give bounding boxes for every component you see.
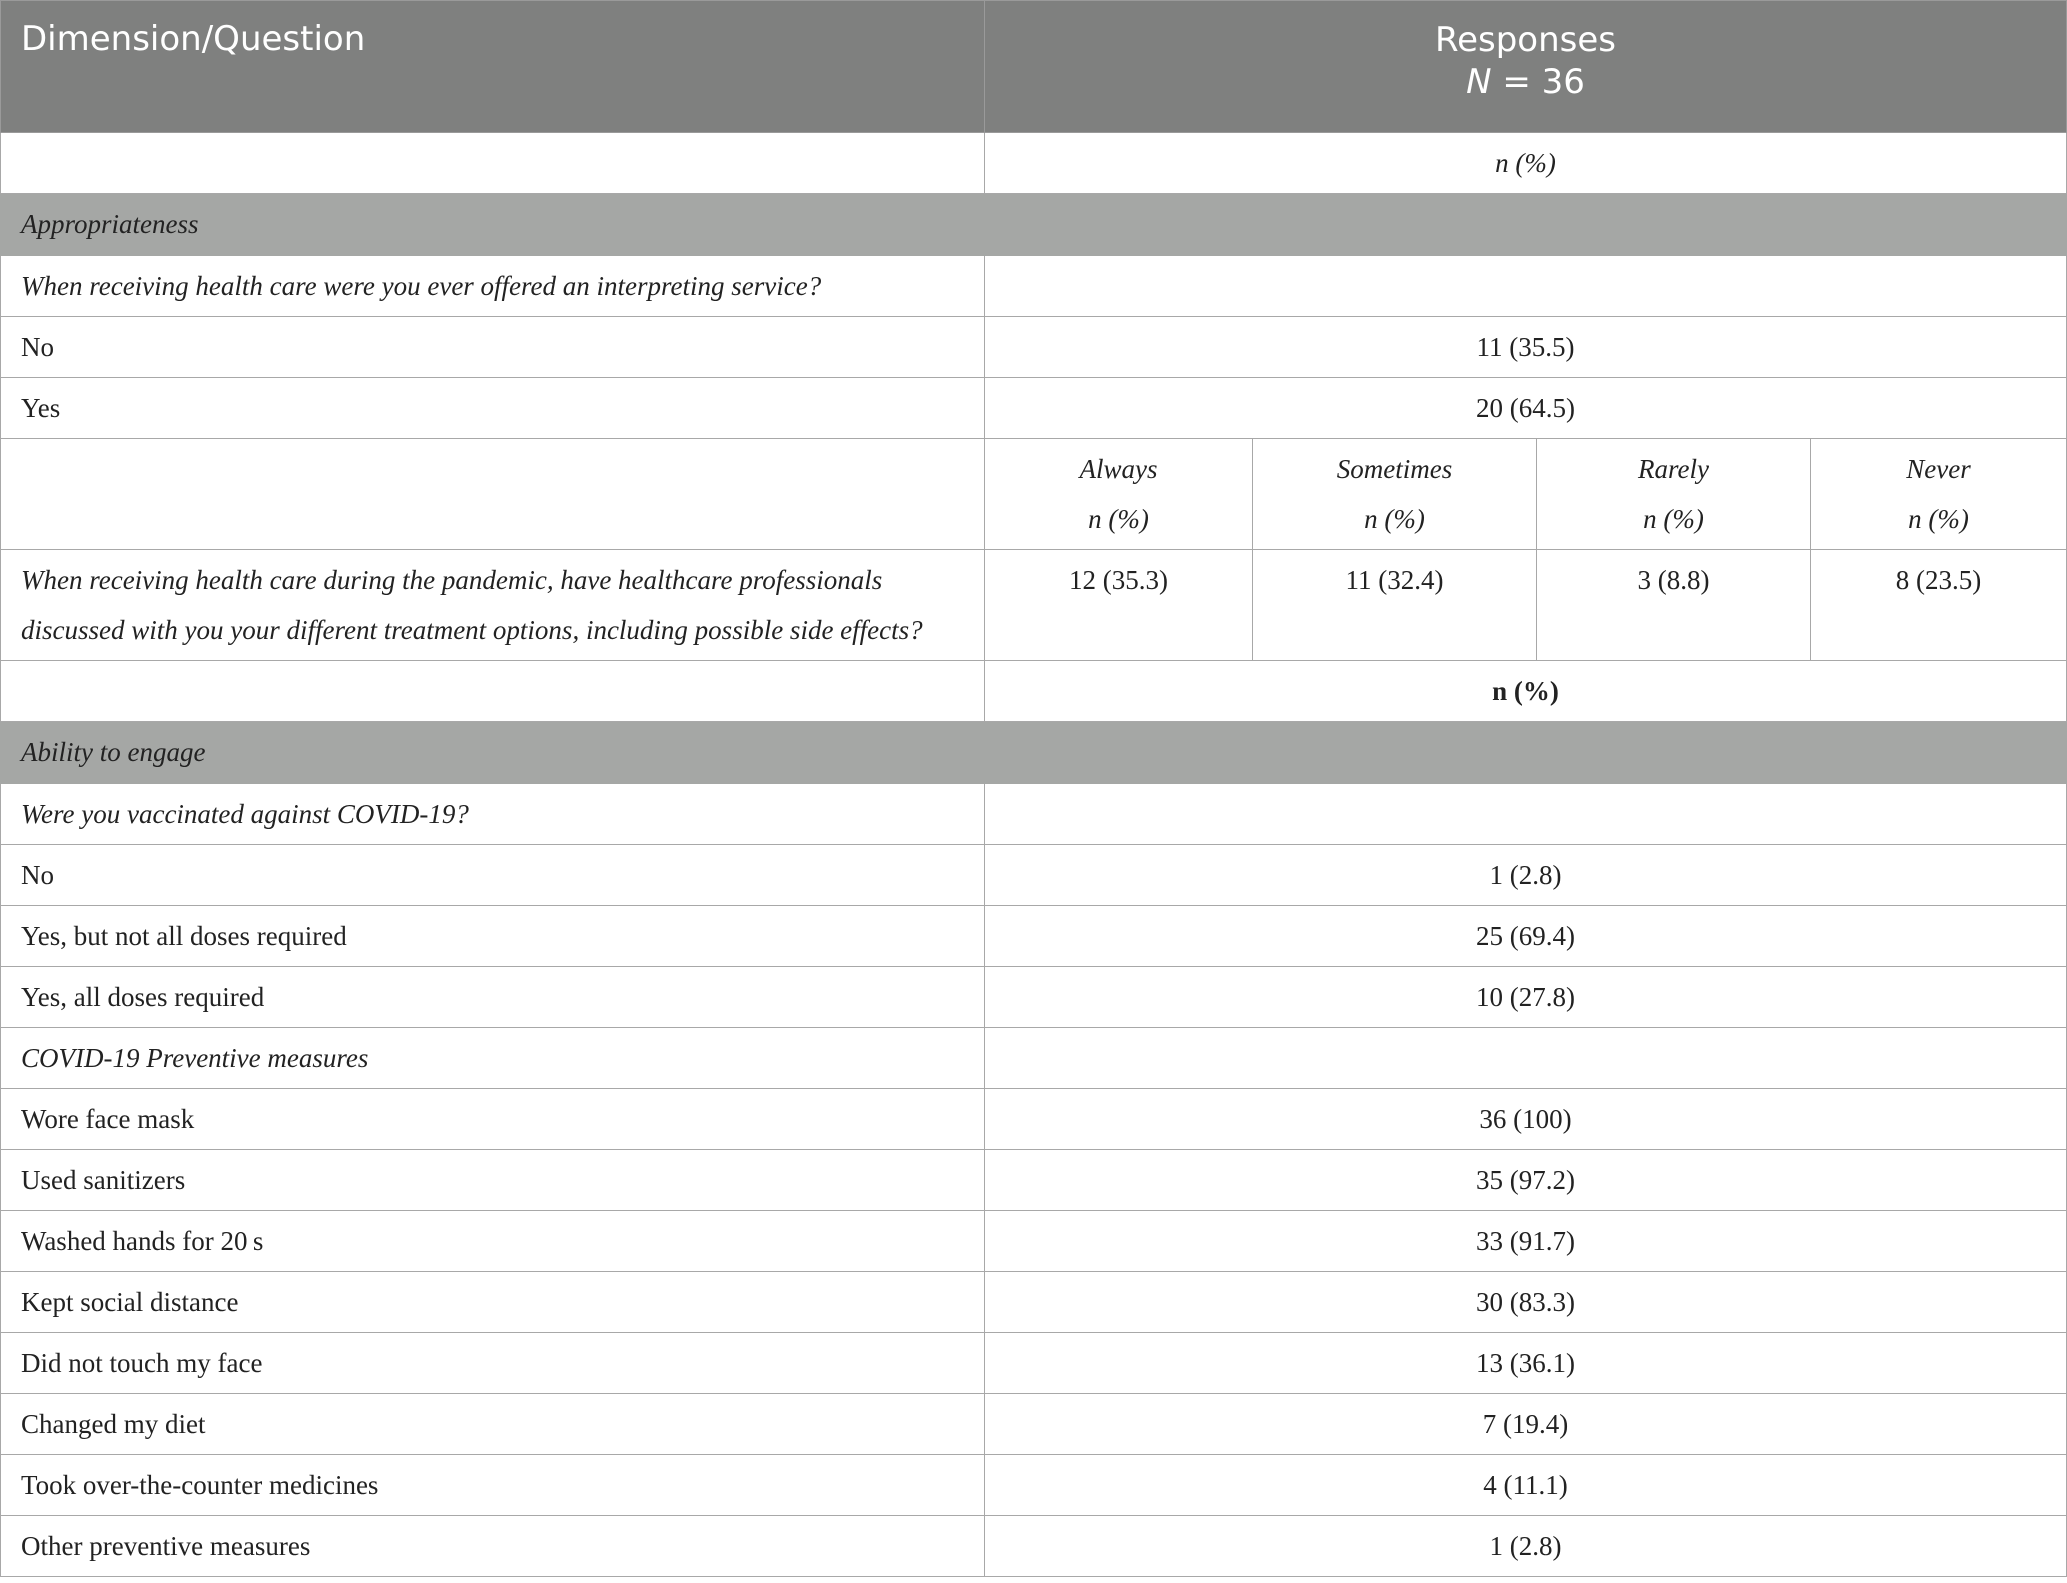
row-value: 20 (64.5) — [985, 378, 2067, 439]
row-value: 10 (27.8) — [985, 967, 2067, 1028]
section-title-ability: Ability to engage — [1, 722, 2067, 784]
frequency-column-rarely — [1537, 439, 1811, 550]
table-row — [1, 1089, 2067, 1150]
header-responses — [985, 1, 2067, 133]
section-title-appropriateness: Appropriateness — [1, 194, 2067, 256]
row-value: 33 (91.7) — [985, 1211, 2067, 1272]
value-never: 8 (23.5) — [1811, 550, 2067, 661]
table-row — [1, 378, 2067, 439]
subheader-unit: n (%) — [985, 133, 2067, 194]
row-label: Other preventive measures — [1, 1516, 985, 1577]
frequency-label: Always — [1079, 454, 1158, 484]
table-row — [1, 317, 2067, 378]
value-sometimes: 11 (32.4) — [1253, 550, 1537, 661]
frequency-unit: n (%) — [1364, 504, 1425, 534]
row-label: Washed hands for 20 s — [1, 1211, 985, 1272]
row-value: 1 (2.8) — [985, 1516, 2067, 1577]
question-preventive: COVID-19 Preventive measures — [1, 1028, 985, 1089]
frequency-label: Sometimes — [1336, 454, 1453, 484]
section-row-appropriateness — [1, 194, 2067, 256]
subheader-row — [1, 133, 2067, 194]
question-empty-cell — [985, 784, 2067, 845]
row-value: 11 (35.5) — [985, 317, 2067, 378]
subheader-unit-bold: n (%) — [985, 661, 2067, 722]
table-row — [1, 906, 2067, 967]
section-row-ability — [1, 722, 2067, 784]
frequency-header-row — [1, 439, 2067, 550]
row-label: Did not touch my face — [1, 1333, 985, 1394]
row-value: 4 (11.1) — [985, 1455, 2067, 1516]
row-label: Used sanitizers — [1, 1150, 985, 1211]
row-value: 13 (36.1) — [985, 1333, 2067, 1394]
question-interpreting: When receiving health care were you ever offered an interpreting service? — [1, 256, 985, 317]
table-row — [1, 1394, 2067, 1455]
row-label: Yes, but not all doses required — [1, 906, 985, 967]
row-value: 30 (83.3) — [985, 1272, 2067, 1333]
table-row — [1, 1211, 2067, 1272]
table-row — [1, 1516, 2067, 1577]
frequency-column-always — [985, 439, 1253, 550]
subheader-empty — [1, 133, 985, 194]
question-treatment-options — [1, 550, 985, 661]
row-label: Yes, all doses required — [1, 967, 985, 1028]
row-label: Yes — [1, 378, 985, 439]
frequency-unit: n (%) — [1643, 504, 1704, 534]
table-row — [1, 1455, 2067, 1516]
frequency-column-never — [1811, 439, 2067, 550]
question-line: discussed with you your different treatment options, including possible side effects? — [21, 615, 923, 645]
row-value: 35 (97.2) — [985, 1150, 2067, 1211]
question-row — [1, 784, 2067, 845]
table-row — [1, 1272, 2067, 1333]
question-row-treatment — [1, 550, 2067, 661]
row-label: Wore face mask — [1, 1089, 985, 1150]
row-label: No — [1, 845, 985, 906]
row-value: 7 (19.4) — [985, 1394, 2067, 1455]
question-row — [1, 1028, 2067, 1089]
value-always: 12 (35.3) — [985, 550, 1253, 661]
header-n-symbol: N — [1466, 62, 1492, 102]
frequency-header-empty — [1, 439, 985, 550]
row-value: 1 (2.8) — [985, 845, 2067, 906]
row-value: 36 (100) — [985, 1089, 2067, 1150]
table-header-row — [1, 1, 2067, 133]
question-row — [1, 256, 2067, 317]
table-row — [1, 845, 2067, 906]
question-vaccinated: Were you vaccinated against COVID-19? — [1, 784, 985, 845]
frequency-label: Never — [1906, 454, 1971, 484]
header-sample-size — [1005, 61, 2046, 103]
table-row — [1, 1150, 2067, 1211]
row-label: No — [1, 317, 985, 378]
question-empty-cell — [985, 1028, 2067, 1089]
row-label: Kept social distance — [1, 1272, 985, 1333]
frequency-label: Rarely — [1638, 454, 1709, 484]
question-empty-cell — [985, 256, 2067, 317]
table-row — [1, 1333, 2067, 1394]
row-label: Changed my diet — [1, 1394, 985, 1455]
frequency-unit: n (%) — [1908, 504, 1969, 534]
table-row — [1, 967, 2067, 1028]
header-responses-label: Responses — [1435, 20, 1617, 60]
subheader-empty — [1, 661, 985, 722]
header-dimension: Dimension/Question — [1, 1, 985, 133]
frequency-column-sometimes — [1253, 439, 1537, 550]
header-n-value: = 36 — [1491, 62, 1585, 102]
question-line: When receiving health care during the pandemic, have healthcare professionals — [21, 565, 883, 595]
frequency-unit: n (%) — [1088, 504, 1149, 534]
value-rarely: 3 (8.8) — [1537, 550, 1811, 661]
subheader-row-2 — [1, 661, 2067, 722]
row-label: Took over-the-counter medicines — [1, 1455, 985, 1516]
row-value: 25 (69.4) — [985, 906, 2067, 967]
